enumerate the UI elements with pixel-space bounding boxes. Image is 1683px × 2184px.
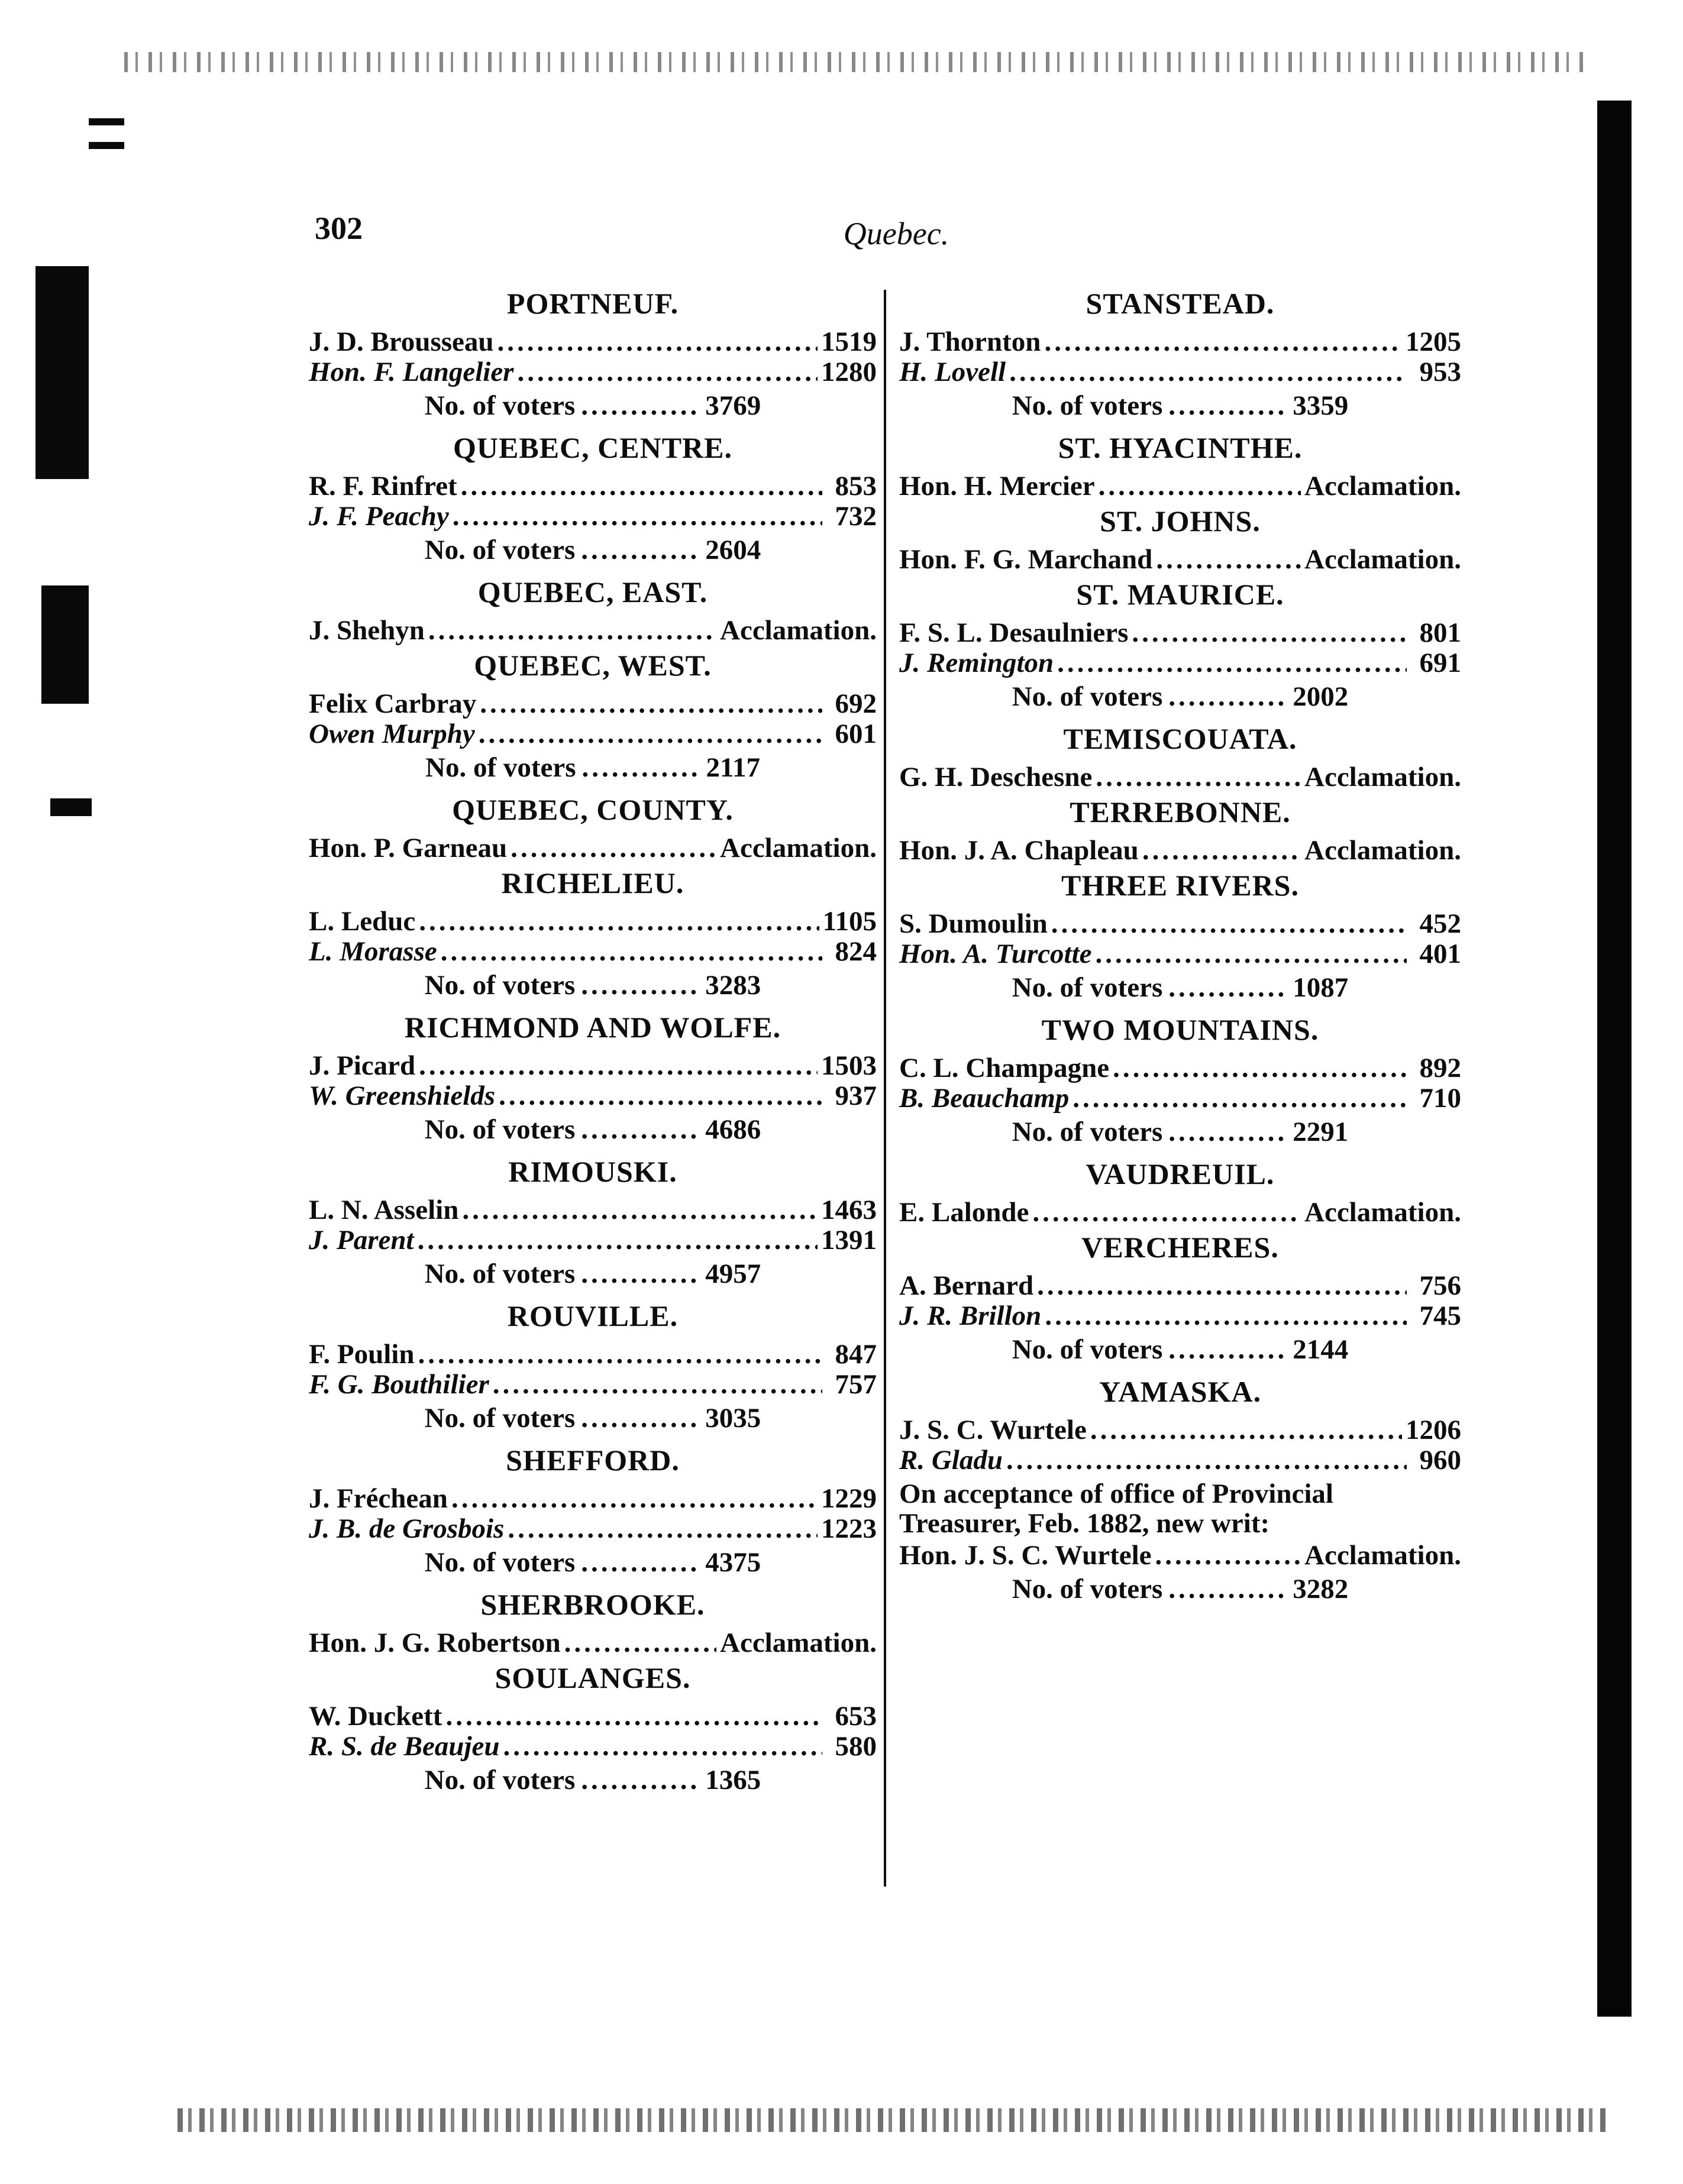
voters-count: 3283 <box>705 970 761 1001</box>
candidate-name: F. S. L. Desaulniers <box>899 617 1129 648</box>
district-block <box>309 1152 877 1296</box>
district-name: THREE RIVERS. <box>1061 869 1299 902</box>
dot-leader <box>461 471 822 501</box>
candidate-row-elected <box>309 616 877 646</box>
dot-leader <box>498 327 818 357</box>
voters-count: 4686 <box>705 1114 761 1145</box>
candidate-row-elected <box>309 327 877 357</box>
dot-leader <box>1073 1083 1407 1114</box>
district-block <box>899 428 1461 501</box>
dot-leader <box>479 719 822 749</box>
candidate-row-elected <box>309 1701 877 1732</box>
candidate-name: J. B. de Grosbois <box>309 1513 505 1544</box>
vote-count: 1391 <box>821 1225 877 1256</box>
candidate-name: Owen Murphy <box>309 719 475 749</box>
dot-leader <box>1168 1574 1287 1604</box>
district-name: TWO MOUNTAINS. <box>1041 1013 1319 1046</box>
candidate-row-elected <box>309 1051 877 1081</box>
district-block <box>899 1010 1461 1154</box>
vote-count: Acclamation. <box>720 833 877 863</box>
dot-leader <box>480 689 822 719</box>
voters-total-row <box>309 1400 877 1441</box>
dot-leader <box>517 357 818 387</box>
dot-leader <box>1090 1415 1402 1445</box>
candidate-name: A. Bernard <box>899 1270 1034 1301</box>
candidate-row-elected <box>309 1484 877 1514</box>
voters-total-row <box>899 1331 1461 1372</box>
voters-count: 3035 <box>705 1403 761 1434</box>
district-name: QUEBEC, CENTRE. <box>453 431 733 464</box>
dot-leader <box>1057 648 1407 678</box>
dot-leader <box>1155 1541 1301 1571</box>
candidate-name: C. L. Champagne <box>899 1053 1110 1083</box>
voters-count: 3282 <box>1293 1574 1349 1604</box>
candidate-name: Hon. J. G. Robertson <box>309 1628 561 1658</box>
candidate-name: J. Picard <box>309 1050 416 1081</box>
candidate-row-elected <box>899 1198 1461 1228</box>
voters-label: No. of voters <box>1012 681 1163 712</box>
candidate-name: J. Thornton <box>899 326 1041 357</box>
candidate-row <box>309 1370 877 1400</box>
candidate-name: Hon. P. Garneau <box>309 833 508 863</box>
vote-count: Acclamation. <box>1304 1540 1461 1571</box>
vote-count: Acclamation. <box>720 615 877 646</box>
candidate-name: F. G. Bouthilier <box>309 1369 489 1400</box>
vote-count: 1280 <box>821 357 877 387</box>
candidate-row-elected <box>899 1271 1461 1301</box>
candidate-row <box>309 357 877 387</box>
candidate-row-elected <box>309 471 877 501</box>
voters-count: 2604 <box>705 535 761 565</box>
dot-leader <box>1168 391 1287 421</box>
district-block <box>899 501 1461 575</box>
candidate-row-elected <box>309 1628 877 1658</box>
dot-leader <box>581 1403 699 1434</box>
candidate-row <box>899 648 1461 678</box>
dot-leader <box>1142 836 1301 866</box>
voters-label: No. of voters <box>1012 972 1163 1003</box>
voters-label: No. of voters <box>424 1547 576 1578</box>
vote-count: 1503 <box>821 1050 877 1081</box>
vote-count: 937 <box>835 1080 877 1111</box>
dot-leader <box>1045 1301 1407 1331</box>
voters-total-row <box>899 678 1461 719</box>
voters-total-row <box>899 1114 1461 1154</box>
candidate-name: Hon. F. Langelier <box>309 357 514 387</box>
district-block <box>899 1228 1461 1372</box>
candidate-name: J. S. C. Wurtele <box>899 1415 1087 1445</box>
voters-label: No. of voters <box>424 390 576 421</box>
dot-leader <box>1156 545 1301 575</box>
candidate-row <box>309 1081 877 1111</box>
dot-leader <box>581 1548 699 1578</box>
candidate-row-elected <box>899 1415 1461 1445</box>
vote-count: 745 <box>1419 1300 1461 1331</box>
dot-leader <box>445 1701 822 1732</box>
candidate-name: W. Duckett <box>309 1701 442 1732</box>
vote-count: 580 <box>835 1731 877 1762</box>
candidate-row <box>309 1514 877 1544</box>
district-block <box>309 1296 877 1441</box>
dot-leader <box>582 753 700 783</box>
vote-count: 892 <box>1419 1053 1461 1083</box>
dot-leader <box>1044 327 1402 357</box>
dot-leader <box>418 1225 818 1256</box>
dot-leader <box>453 501 822 532</box>
district-block <box>309 863 877 1008</box>
voters-total-row <box>899 1571 1461 1612</box>
district-name: ROUVILLE. <box>507 1299 679 1332</box>
candidate-row <box>309 719 877 749</box>
scan-edge-bar <box>1597 101 1632 2017</box>
vote-count: 452 <box>1419 908 1461 939</box>
voters-label: No. of voters <box>1012 390 1163 421</box>
district-block <box>899 575 1461 719</box>
candidate-row-elected <box>309 689 877 719</box>
vote-count: 824 <box>835 936 877 967</box>
candidate-name: L. Leduc <box>309 906 416 937</box>
dot-leader <box>493 1370 822 1400</box>
dot-leader <box>419 1051 818 1081</box>
candidate-name: Hon. J. S. C. Wurtele <box>899 1540 1152 1571</box>
voters-label: No. of voters <box>1012 1117 1163 1147</box>
district-block <box>309 284 877 428</box>
scan-edge-mark <box>89 118 124 125</box>
candidate-name: J. Shehyn <box>309 615 425 646</box>
voters-label: No. of voters <box>1012 1574 1163 1604</box>
vote-count: 853 <box>835 471 877 501</box>
candidate-name: F. Poulin <box>309 1339 415 1370</box>
voters-count: 2291 <box>1293 1117 1349 1147</box>
vote-count: 653 <box>835 1701 877 1732</box>
candidate-row-elected <box>899 1053 1461 1083</box>
candidate-name: R. F. Rinfret <box>309 471 457 501</box>
district-name: TEMISCOUATA. <box>1063 722 1297 755</box>
dot-leader <box>499 1081 822 1111</box>
dot-leader <box>581 1115 699 1145</box>
voters-count: 4957 <box>705 1258 761 1289</box>
vote-count: Acclamation. <box>1304 471 1461 501</box>
district-block <box>899 1372 1461 1612</box>
voters-label: No. of voters <box>424 535 576 565</box>
dot-leader <box>503 1732 822 1762</box>
dot-leader <box>581 535 699 565</box>
candidate-name: L. Morasse <box>309 936 437 967</box>
voters-count: 3769 <box>705 390 761 421</box>
district-name: ST. JOHNS. <box>1100 504 1261 538</box>
district-name: QUEBEC, EAST. <box>477 575 708 609</box>
district-block <box>309 790 877 863</box>
vote-count: 732 <box>835 501 877 532</box>
candidate-name: J. D. Brousseau <box>309 326 494 357</box>
dot-leader <box>1168 682 1287 712</box>
district-name: VAUDREUIL. <box>1086 1157 1275 1190</box>
candidate-row <box>309 1732 877 1762</box>
vote-count: 757 <box>835 1369 877 1400</box>
voters-label: No. of voters <box>424 1114 576 1145</box>
candidate-name: G. H. Deschesne <box>899 762 1093 792</box>
vote-count: 1223 <box>821 1513 877 1544</box>
candidate-row <box>899 1445 1461 1476</box>
vote-count: 960 <box>1419 1445 1461 1476</box>
dot-leader <box>1096 762 1301 792</box>
voters-total-row <box>309 1544 877 1585</box>
scan-noise-top <box>124 52 1585 72</box>
district-block <box>899 792 1461 866</box>
district-name: QUEBEC, COUNTY. <box>452 793 734 826</box>
district-name: SHEFFORD. <box>506 1444 680 1477</box>
voters-label: No. of voters <box>425 752 576 783</box>
dot-leader <box>1009 357 1407 387</box>
dot-leader <box>418 1339 823 1370</box>
vote-count: 801 <box>1419 617 1461 648</box>
candidate-name: R. S. de Beaujeu <box>309 1731 500 1762</box>
candidate-name: Hon. F. G. Marchand <box>899 544 1153 575</box>
district-name: TERREBONNE. <box>1070 795 1291 829</box>
voters-count: 2117 <box>706 752 760 783</box>
district-name: RICHMOND AND WOLFE. <box>404 1011 781 1044</box>
dot-leader <box>581 970 699 1001</box>
voters-count: 4375 <box>705 1547 761 1578</box>
voters-total-row <box>309 532 877 572</box>
candidate-name: J. Parent <box>309 1225 414 1256</box>
left-column <box>309 284 877 1803</box>
dot-leader <box>564 1628 716 1658</box>
vote-count: Acclamation. <box>1304 762 1461 792</box>
candidate-name: Felix Carbray <box>309 688 477 719</box>
district-name: VERCHERES. <box>1081 1231 1279 1264</box>
dot-leader <box>1099 471 1301 501</box>
candidate-row-elected <box>899 909 1461 939</box>
scan-edge-mark <box>50 798 92 816</box>
dot-leader <box>441 937 822 967</box>
vote-count: 1519 <box>821 326 877 357</box>
candidate-row <box>899 1083 1461 1114</box>
candidate-row-elected <box>899 471 1461 501</box>
district-name: RIMOUSKI. <box>508 1155 677 1188</box>
candidate-row-elected <box>899 836 1461 866</box>
district-block <box>309 1008 877 1152</box>
candidate-name: J. R. Brillon <box>899 1300 1042 1331</box>
district-block <box>899 866 1461 1010</box>
candidate-name: B. Beauchamp <box>899 1083 1070 1114</box>
dot-leader <box>1168 1117 1287 1147</box>
dot-leader <box>462 1195 818 1225</box>
district-name: QUEBEC, WEST. <box>474 649 712 682</box>
candidate-name: R. Gladu <box>899 1445 1003 1476</box>
district-block <box>309 646 877 790</box>
candidate-name: L. N. Asselin <box>309 1195 459 1225</box>
vote-count: Acclamation. <box>1304 544 1461 575</box>
scan-edge-mark <box>41 585 89 704</box>
district-block <box>309 428 877 572</box>
vote-count: 1105 <box>822 906 877 937</box>
candidate-row-elected <box>309 1195 877 1225</box>
candidate-name: J. F. Peachy <box>309 501 449 532</box>
candidate-row-elected <box>899 618 1461 648</box>
candidate-row <box>899 939 1461 969</box>
right-column <box>899 284 1461 1612</box>
dot-leader <box>1051 909 1407 939</box>
dot-leader <box>1037 1271 1407 1301</box>
dot-leader <box>581 1259 699 1289</box>
vote-count: Acclamation. <box>1304 1197 1461 1228</box>
candidate-name: Hon. H. Mercier <box>899 471 1095 501</box>
vote-count: 847 <box>835 1339 877 1370</box>
voters-total-row <box>899 387 1461 428</box>
dot-leader <box>1168 1335 1287 1365</box>
scan-edge-mark <box>89 142 124 149</box>
district-name: RICHELIEU. <box>501 866 684 900</box>
dot-leader <box>581 391 699 421</box>
district-name: ST. HYACINTHE. <box>1058 431 1303 464</box>
running-head: Quebec. <box>843 216 949 251</box>
candidate-row-elected <box>899 762 1461 792</box>
scan-noise-bottom <box>177 2108 1609 2132</box>
scan-edge-mark <box>35 266 89 479</box>
voters-label: No. of voters <box>424 1258 576 1289</box>
candidate-row-elected <box>899 327 1461 357</box>
candidate-row <box>899 1301 1461 1331</box>
voters-total-row <box>309 1256 877 1296</box>
dot-leader <box>1096 939 1407 969</box>
vote-count: 710 <box>1419 1083 1461 1114</box>
candidate-name: Hon. A. Turcotte <box>899 939 1092 969</box>
candidate-name: H. Lovell <box>899 357 1006 387</box>
dot-leader <box>508 1514 818 1544</box>
vote-count: 401 <box>1419 939 1461 969</box>
district-block <box>309 572 877 646</box>
candidate-name: E. Lalonde <box>899 1197 1029 1228</box>
district-note: On acceptance of office of Provincial Treasurer, Feb. 1882, new writ: <box>899 1478 1333 1539</box>
dot-leader <box>419 907 819 937</box>
voters-total-row <box>309 1762 877 1803</box>
voters-label: No. of voters <box>424 1403 576 1434</box>
district-name: STANSTEAD. <box>1086 287 1275 320</box>
vote-count: 756 <box>1419 1270 1461 1301</box>
voters-label: No. of voters <box>1012 1334 1163 1365</box>
candidate-name: S. Dumoulin <box>899 908 1048 939</box>
voters-total-row <box>309 1111 877 1152</box>
vote-count: Acclamation. <box>1304 835 1461 866</box>
dot-leader <box>1113 1053 1407 1083</box>
voters-total-row <box>899 969 1461 1010</box>
district-block <box>899 284 1461 428</box>
page-number: 302 <box>315 211 363 246</box>
candidate-row-elected <box>309 1339 877 1370</box>
vote-count: 692 <box>835 688 877 719</box>
dot-leader <box>1032 1198 1301 1228</box>
candidate-row <box>309 1225 877 1256</box>
candidate-name: W. Greenshields <box>309 1080 496 1111</box>
candidate-row-elected <box>309 833 877 863</box>
candidate-row-elected <box>899 1541 1461 1571</box>
voters-total-row <box>309 749 877 790</box>
vote-count: 1206 <box>1406 1415 1461 1445</box>
district-block <box>309 1658 877 1803</box>
voters-label: No. of voters <box>424 1765 576 1795</box>
district-block <box>899 719 1461 792</box>
dot-leader <box>1168 973 1287 1003</box>
vote-count: 1229 <box>821 1483 877 1514</box>
district-block <box>309 1441 877 1585</box>
district-name: ST. MAURICE. <box>1076 578 1284 611</box>
voters-count: 3359 <box>1293 390 1349 421</box>
voters-label: No. of voters <box>424 970 576 1001</box>
vote-count: Acclamation. <box>720 1628 877 1658</box>
dot-leader <box>581 1765 699 1795</box>
voters-total-row <box>309 387 877 428</box>
district-name: SHERBROOKE. <box>480 1588 705 1621</box>
dot-leader <box>428 616 716 646</box>
vote-count: 953 <box>1419 357 1461 387</box>
vote-count: 1205 <box>1406 326 1461 357</box>
vote-count: 601 <box>835 719 877 749</box>
voters-count: 1365 <box>705 1765 761 1795</box>
dot-leader <box>511 833 716 863</box>
vote-count: 1463 <box>821 1195 877 1225</box>
candidate-name: J. Fréchean <box>309 1483 448 1514</box>
vote-count: 691 <box>1419 648 1461 678</box>
candidate-name: Hon. J. A. Chapleau <box>899 835 1139 866</box>
candidate-row <box>309 937 877 967</box>
voters-count: 1087 <box>1293 972 1349 1003</box>
column-divider <box>884 290 886 1887</box>
voters-count: 2002 <box>1293 681 1349 712</box>
voters-total-row <box>309 967 877 1008</box>
district-name: PORTNEUF. <box>506 287 679 320</box>
district-name: SOULANGES. <box>495 1661 691 1694</box>
district-block <box>899 1154 1461 1228</box>
district-block <box>309 1585 877 1658</box>
candidate-row <box>309 501 877 532</box>
candidate-name: J. Remington <box>899 648 1054 678</box>
candidate-row-elected <box>899 545 1461 575</box>
candidate-row <box>899 357 1461 387</box>
dot-leader <box>451 1484 818 1514</box>
voters-count: 2144 <box>1293 1334 1349 1365</box>
dot-leader <box>1132 618 1407 648</box>
district-name: YAMASKA. <box>1099 1375 1262 1408</box>
dot-leader <box>1006 1445 1407 1476</box>
candidate-row-elected <box>309 907 877 937</box>
